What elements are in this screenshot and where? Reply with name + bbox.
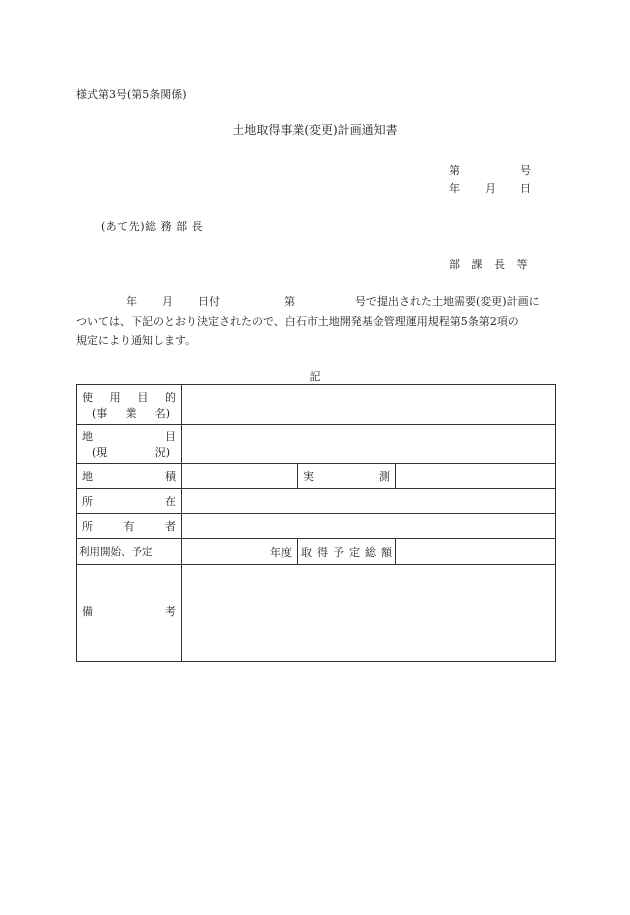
body-line-2: ついては、下記のとおり決定されたので、白石市土地開発基金管理運用規程第5条第2項の [76,315,519,328]
fiscal-year-unit: 年度 [270,545,292,559]
table-row [77,464,556,489]
form-table [76,384,556,662]
date-year: 年 [449,182,460,195]
chimoku-label-cell [77,425,182,464]
addressee: (あて先)総 務 部 長 [101,220,204,233]
schedule-label: 利用開始、予定 [79,546,153,558]
area-value-cell[interactable] [182,464,298,489]
total-label: 取 得 予 定 総 額 [301,545,392,559]
location-label: 所 在 [82,495,176,508]
total-value-cell[interactable] [396,539,556,565]
table-row [77,385,556,425]
measured-label-cell [298,464,396,489]
purpose-label: 使 用 目 的 [82,390,176,404]
body-dai: 第 [284,295,295,308]
number-dai: 第 [449,164,460,177]
body-line1-rest: 号で提出された土地需要(変更)計画に [355,295,540,308]
purpose-sub-label: (事 業 名) [92,406,170,420]
fiscal-year-cell[interactable] [182,539,298,565]
location-label-cell [77,489,182,514]
total-label-cell [298,539,396,565]
owner-label: 所 有 者 [82,520,176,533]
chimoku-label: 地 目 [82,430,176,443]
body-line-3: 規定により通知します。 [76,334,197,347]
purpose-value-cell[interactable] [182,385,556,425]
remarks-label: 備 考 [82,605,176,618]
table-row [77,514,556,539]
table-row [77,565,556,662]
form-number: 様式第3号(第5条関係) [76,88,187,101]
chimoku-sub-label: (現 況) [92,446,170,459]
table-row [77,539,556,565]
purpose-label-cell [77,385,182,425]
body-year: 年 [126,295,137,308]
area-label: 地 積 [82,470,176,483]
remarks-value-cell[interactable] [182,565,556,662]
owner-label-cell [77,514,182,539]
schedule-label-cell [77,539,182,565]
measured-label: 実 測 [303,470,390,483]
number-go: 号 [520,164,531,177]
table-row [77,489,556,514]
body-month: 月 [162,295,173,308]
date-month: 月 [485,182,496,195]
owner-value-cell[interactable] [182,514,556,539]
measured-value-cell[interactable] [396,464,556,489]
document-title: 土地取得事業(変更)計画通知書 [232,123,398,137]
remarks-label-cell [77,565,182,662]
table-row [77,425,556,464]
location-value-cell[interactable] [182,489,556,514]
body-date: 日付 [198,295,220,308]
ki-heading: 記 [309,370,321,383]
chimoku-value-cell[interactable] [182,425,556,464]
date-day: 日 [520,182,531,195]
sender: 部 課 長 等 [449,258,528,271]
area-label-cell [77,464,182,489]
